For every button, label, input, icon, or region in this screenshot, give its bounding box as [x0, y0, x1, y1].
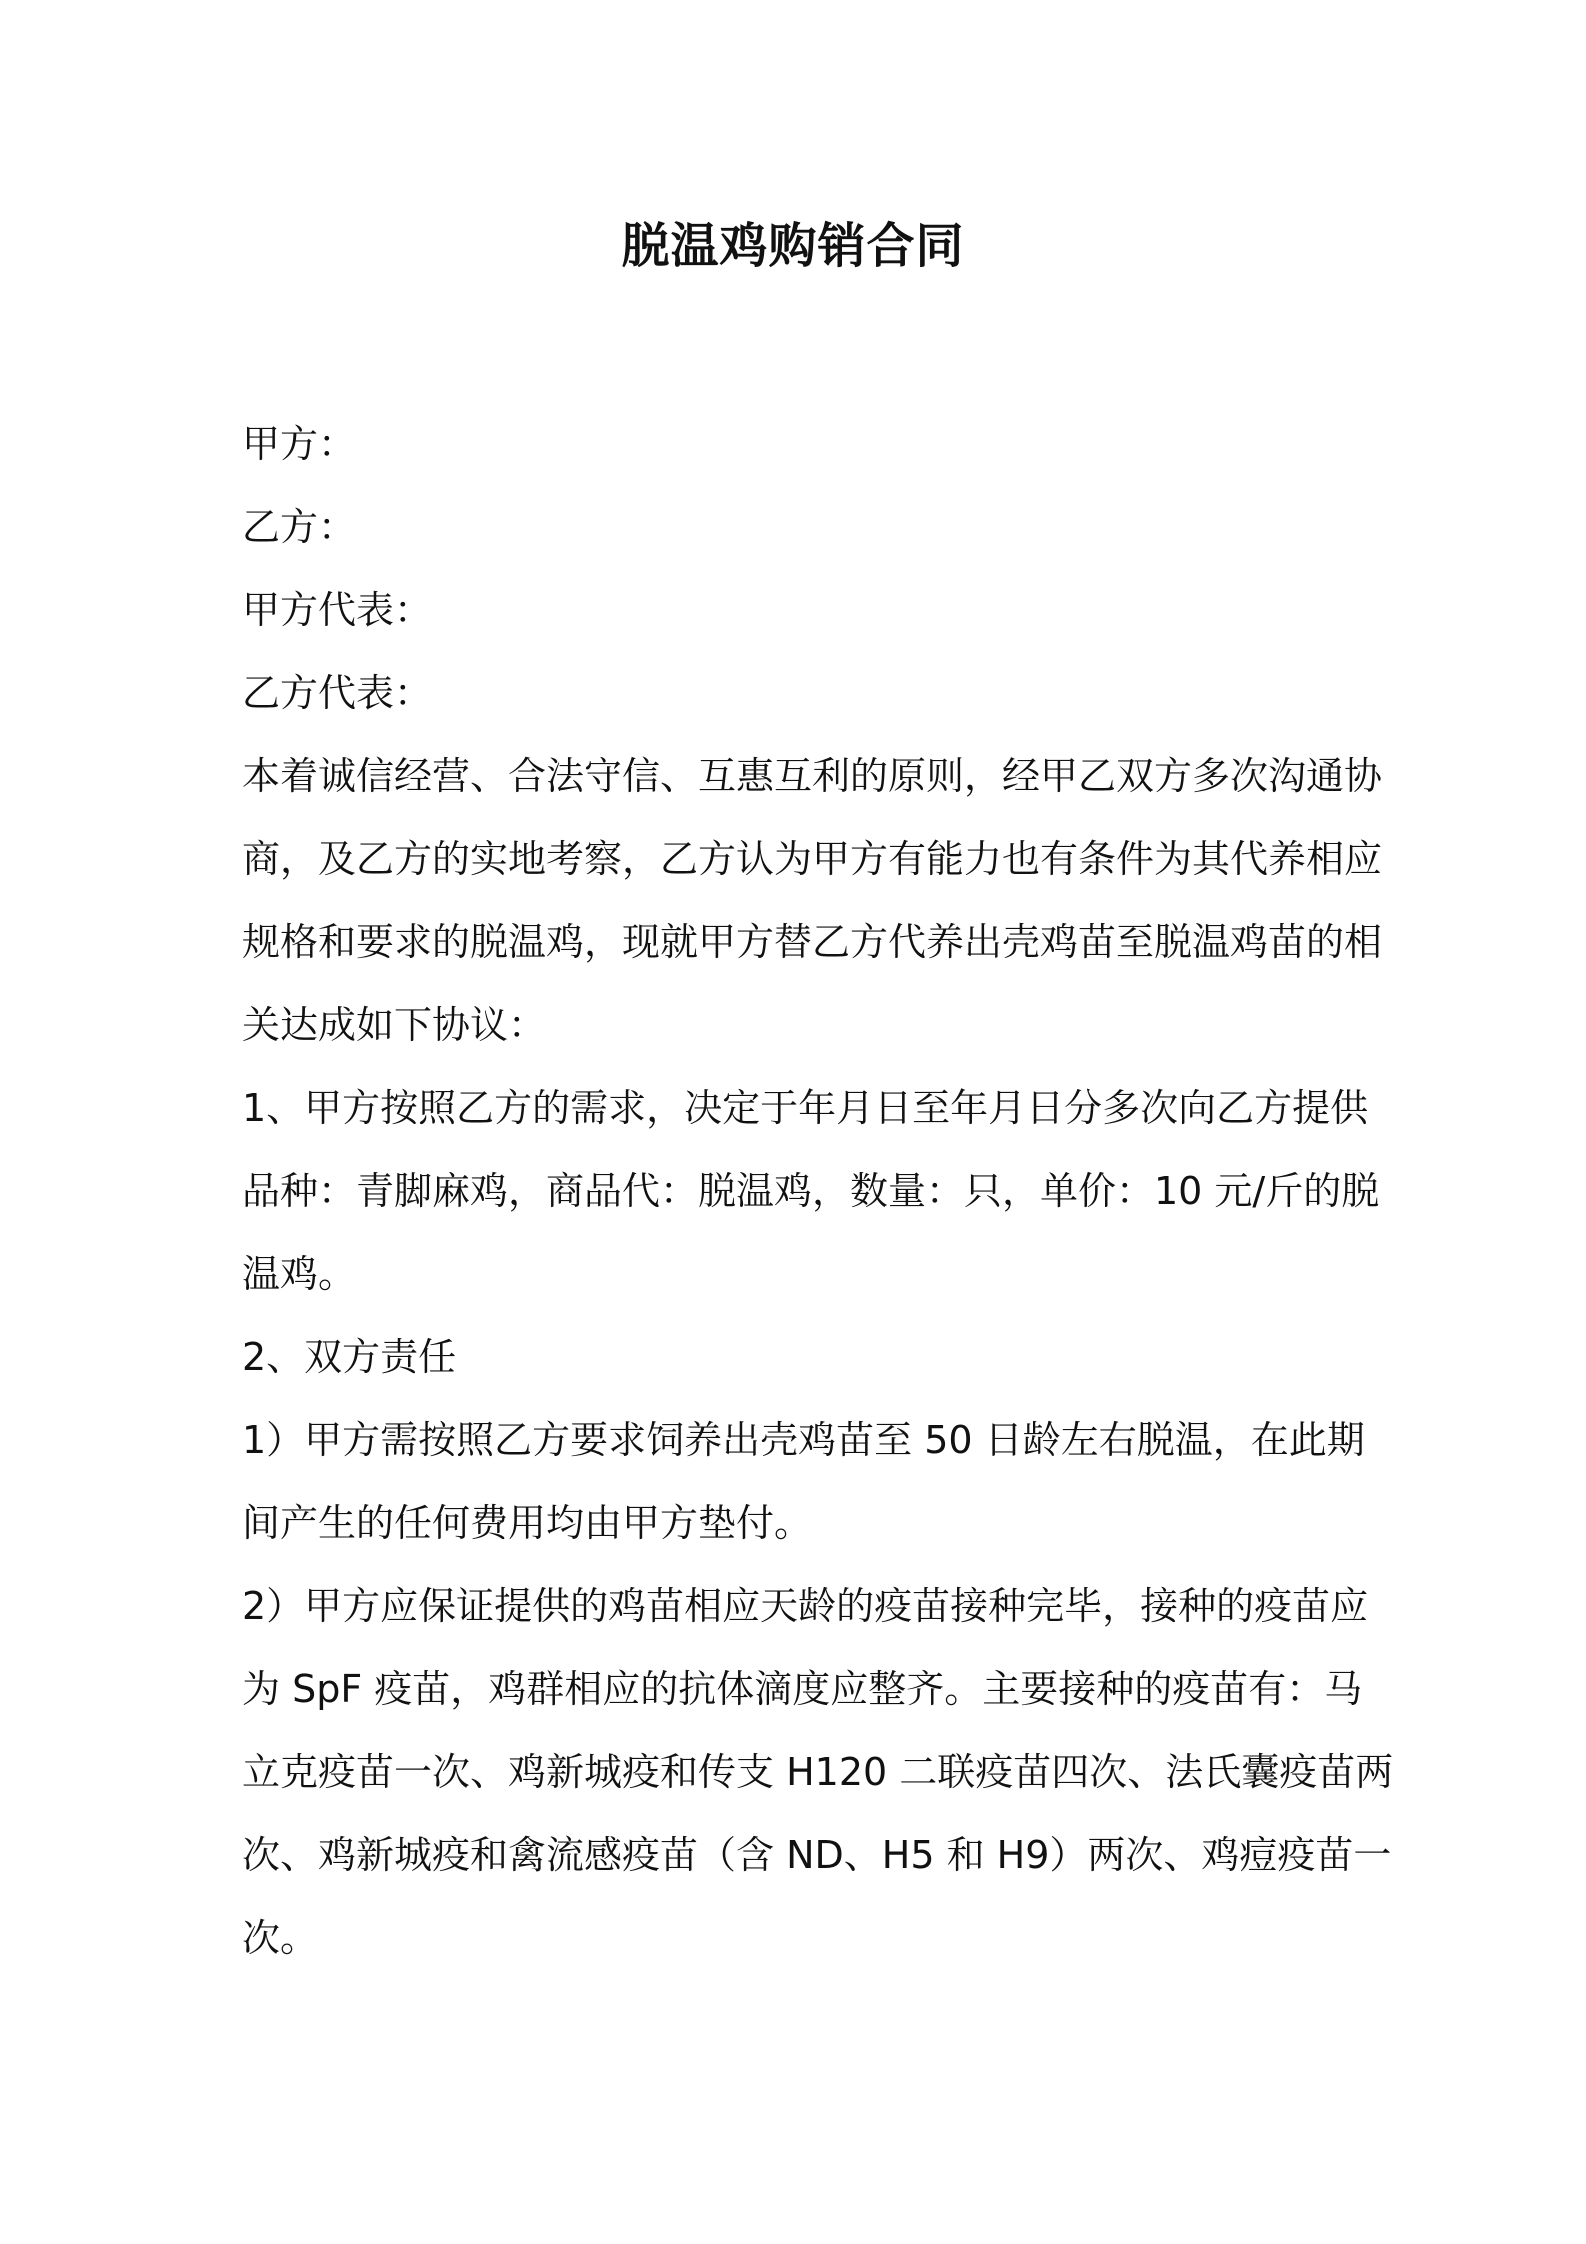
party-a-line: 甲方：	[242, 422, 357, 466]
clause-1-line: 温鸡。	[242, 1252, 357, 1296]
clause-2-heading: 2、双方责任	[242, 1335, 457, 1379]
clause-2-item-1-line: 间产生的任何费用均由甲方垫付。	[242, 1501, 813, 1545]
document-body	[242, 403, 1394, 1980]
clause-2-item-2-line: 次、鸡新城疫和禽流感疫苗（含 ND、H5 和 H9）两次、鸡痘疫苗一	[242, 1833, 1392, 1877]
clause-2-item-1-line: 1）甲方需按照乙方要求饲养出壳鸡苗至 50 日龄左右脱温，在此期	[242, 1418, 1365, 1462]
clause-1-line: 品种：青脚麻鸡，商品代：脱温鸡，数量：只，单价：10 元/斤的脱	[242, 1169, 1380, 1213]
party-a-representative-line: 甲方代表：	[242, 588, 433, 632]
preamble-line: 关达成如下协议：	[242, 1003, 547, 1047]
clause-2-item-2-line: 2）甲方应保证提供的鸡苗相应天龄的疫苗接种完毕，接种的疫苗应	[242, 1584, 1369, 1628]
preamble-line: 本着诚信经营、合法守信、互惠互利的原则，经甲乙双方多次沟通协	[242, 754, 1383, 798]
clause-1-line: 1、甲方按照乙方的需求，决定于年月日至年月日分多次向乙方提供	[242, 1086, 1369, 1130]
clause-2-item-2-line: 立克疫苗一次、鸡新城疫和传支 H120 二联疫苗四次、法氏囊疫苗两	[242, 1750, 1394, 1794]
party-b-representative-line: 乙方代表：	[242, 671, 433, 715]
clause-2-item-2-line: 次。	[242, 1916, 319, 1960]
party-b-line: 乙方：	[242, 505, 357, 549]
document-title: 脱温鸡购销合同	[621, 218, 965, 274]
preamble-line: 商，及乙方的实地考察，乙方认为甲方有能力也有条件为其代养相应	[242, 837, 1383, 881]
preamble-line: 规格和要求的脱温鸡，现就甲方替乙方代养出壳鸡苗至脱温鸡苗的相	[242, 920, 1383, 964]
clause-2-item-2-line: 为 SpF 疫苗，鸡群相应的抗体滴度应整齐。主要接种的疫苗有：马	[242, 1667, 1363, 1711]
